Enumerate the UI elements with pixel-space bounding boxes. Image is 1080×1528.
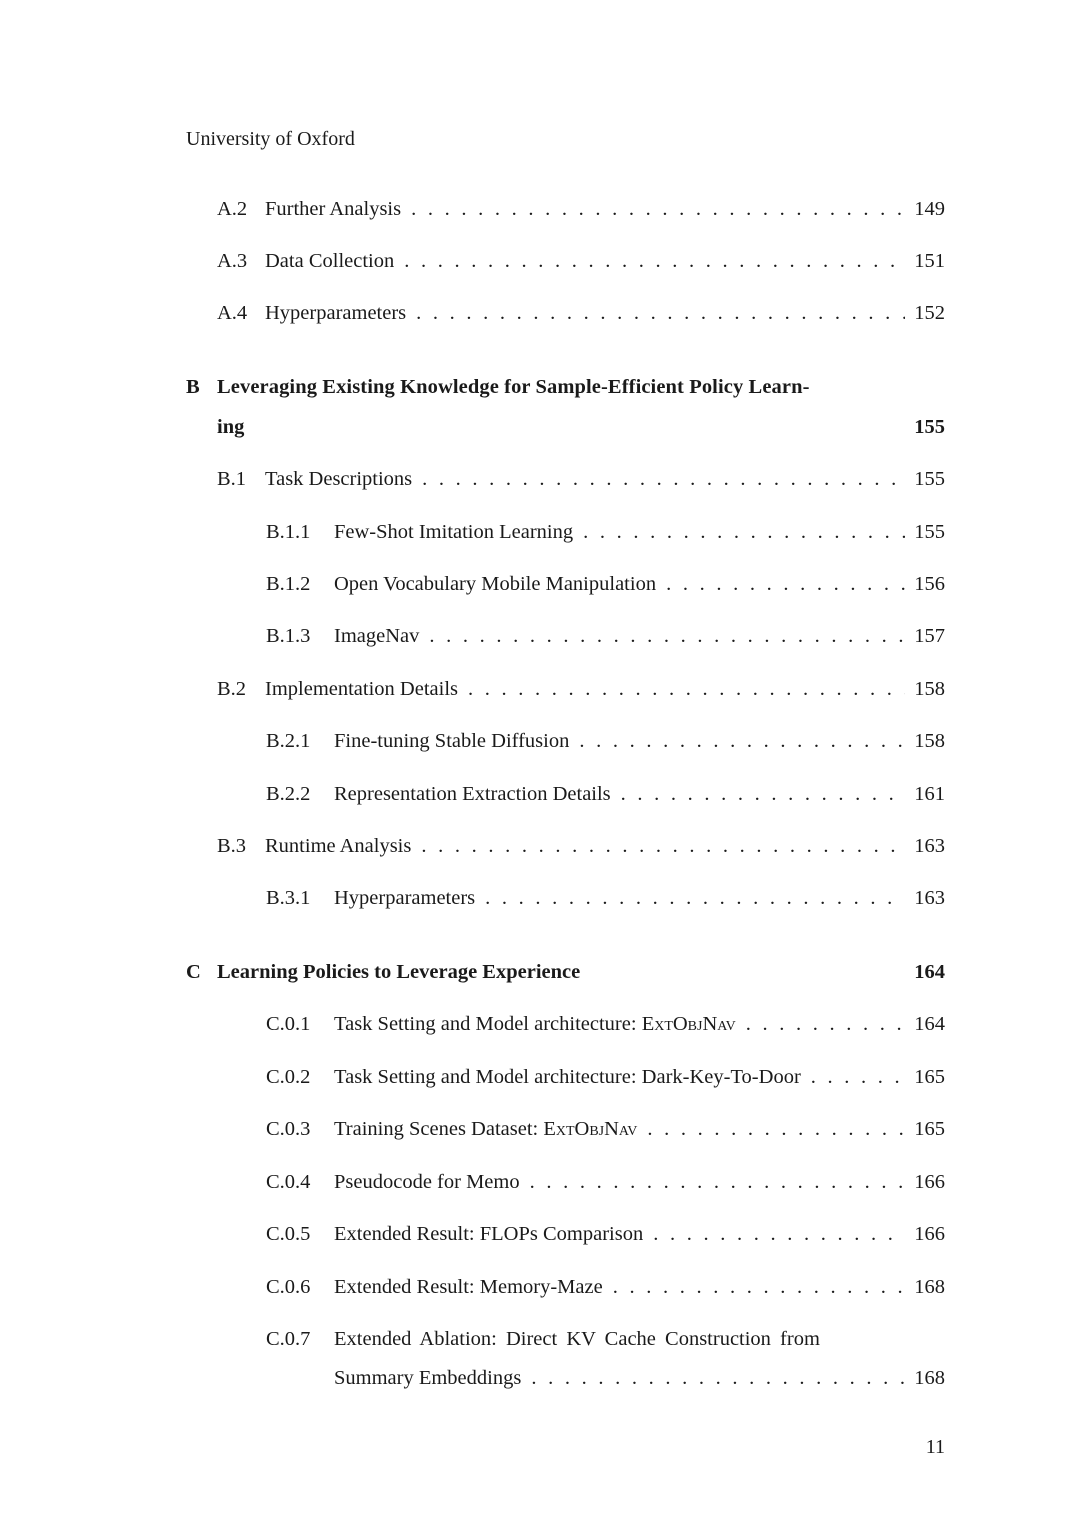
toc-entry-c07[interactable] [266,1328,892,1358]
chapter-page: 164 [914,961,945,983]
entry-title: Runtime Analysis [265,835,412,857]
toc-entry-b1[interactable] [217,468,945,498]
entry-number: A.2 [217,198,248,220]
entry-page: 156 [914,573,945,595]
entry-title: Implementation Details [265,678,458,700]
entry-page: 168 [914,1367,945,1389]
toc-entry-a4[interactable] [217,302,945,332]
entry-page: 166 [914,1223,945,1245]
entry-page: 151 [914,250,945,272]
entry-page: 165 [914,1066,945,1088]
dot-leader [579,730,905,753]
entry-page: 155 [914,521,945,543]
entry-page: 157 [914,625,945,647]
entry-number: B.1.3 [266,625,311,647]
chapter-number: C [186,961,201,983]
entry-title: Few-Shot Imitation Learning [334,521,574,543]
entry-number: B.3 [217,835,247,857]
entry-page: 158 [914,730,945,752]
dot-leader [746,1013,905,1036]
entry-title: Representation Extraction Details [334,783,611,805]
entry-number: B.1.1 [266,521,311,543]
entry-page: 158 [914,678,945,700]
toc-entry-c07-line2[interactable] [334,1367,945,1397]
entry-title: Task Descriptions [265,468,413,490]
dot-leader [485,887,905,910]
entry-page: 166 [914,1171,945,1193]
entry-title: Further Analysis [265,198,402,220]
dot-leader [429,625,905,648]
toc-chapter-b-line2[interactable] [217,416,945,439]
toc-entry-c04[interactable] [266,1171,945,1201]
dot-leader [421,835,905,858]
entry-number: C.0.7 [266,1328,311,1350]
entry-title: Open Vocabulary Mobile Manipulation [334,573,657,595]
entry-number: B.3.1 [266,887,311,909]
toc-entry-c02[interactable] [266,1066,945,1096]
entry-page: 163 [914,887,945,909]
entry-title-line2: Summary Embeddings [334,1367,522,1389]
chapter-number: B [186,376,200,398]
toc-entry-b31[interactable] [266,887,945,917]
dot-leader [531,1367,905,1390]
entry-title: Extended Result: Memory-Maze [334,1276,603,1298]
dot-leader [653,1223,905,1246]
dot-leader [613,1276,905,1299]
chapter-title-line1: Leveraging Existing Knowledge for Sample-Efficient Policy Learn- [217,376,810,398]
entry-title: Hyperparameters [265,302,407,324]
entry-page: 165 [914,1118,945,1140]
toc-entry-c05[interactable] [266,1223,945,1253]
dot-leader [666,573,905,596]
entry-page: 152 [914,302,945,324]
dot-leader [422,468,905,491]
toc-chapter-b[interactable] [186,376,945,406]
toc-entry-c03[interactable] [266,1118,945,1148]
entry-title: ImageNav [334,625,420,647]
dot-leader [621,783,905,806]
entry-number: B.2.1 [266,730,311,752]
entry-number: C.0.5 [266,1223,311,1245]
dot-leader [468,678,905,701]
entry-title: Pseudocode for Memo [334,1171,520,1193]
toc-entry-a2[interactable] [217,198,945,228]
entry-number: C.0.3 [266,1118,311,1140]
toc-entry-b3[interactable] [217,835,945,865]
dot-leader [530,1171,905,1194]
chapter-title: Learning Policies to Leverage Experience [217,961,581,983]
entry-title [334,1013,736,1036]
dot-leader [411,198,905,221]
entry-number: B.2 [217,678,247,700]
page-number: 11 [925,1436,945,1458]
entry-title: Task Setting and Model architecture: Dark-Key-To-Door [334,1066,801,1088]
toc-entry-b21[interactable] [266,730,945,760]
entry-number: C.0.2 [266,1066,311,1088]
entry-number: B.1.2 [266,573,311,595]
entry-title-smallcaps: ExtObjNav [641,1013,736,1035]
entry-title: Hyperparameters [334,887,476,909]
chapter-title-line2: ing [217,416,245,438]
entry-number: C.0.1 [266,1013,311,1035]
entry-number: C.0.6 [266,1276,311,1298]
entry-number: A.3 [217,250,248,272]
toc-entry-c06[interactable] [266,1276,945,1306]
entry-page: 168 [914,1276,945,1298]
entry-page: 164 [914,1013,945,1035]
entry-number: C.0.4 [266,1171,311,1193]
toc-entry-b12[interactable] [266,573,945,603]
entry-title-line1: Extended Ablation: Direct KV Cache Construction from [334,1328,820,1350]
entry-title-prefix: Task Setting and Model architecture: [334,1013,642,1035]
entry-title [334,1118,637,1141]
entry-number: B.2.2 [266,783,311,805]
entry-number: B.1 [217,468,247,490]
entry-title-smallcaps: ExtObjNav [543,1118,638,1140]
toc-entry-a3[interactable] [217,250,945,280]
chapter-page: 155 [914,416,945,438]
entry-page: 161 [914,783,945,805]
toc-entry-b11[interactable] [266,521,945,551]
dot-leader [416,302,905,325]
entry-title: Fine-tuning Stable Diffusion [334,730,570,752]
entry-title-prefix: Training Scenes Dataset: [334,1118,544,1140]
entry-page: 163 [914,835,945,857]
entry-page: 155 [914,468,945,490]
running-header: University of Oxford [186,128,355,150]
entry-title: Data Collection [265,250,395,272]
dot-leader [647,1118,905,1141]
toc-chapter-c[interactable] [186,961,945,991]
entry-page: 149 [914,198,945,220]
toc-entry-c01[interactable] [266,1013,945,1043]
entry-title: Extended Result: FLOPs Comparison [334,1223,644,1245]
toc-entry-b22[interactable] [266,783,945,813]
dot-leader [811,1066,905,1089]
dot-leader [583,521,905,544]
entry-number: A.4 [217,302,248,324]
toc-entry-b13[interactable] [266,625,945,655]
toc-entry-b2[interactable] [217,678,945,708]
dot-leader [404,250,905,273]
